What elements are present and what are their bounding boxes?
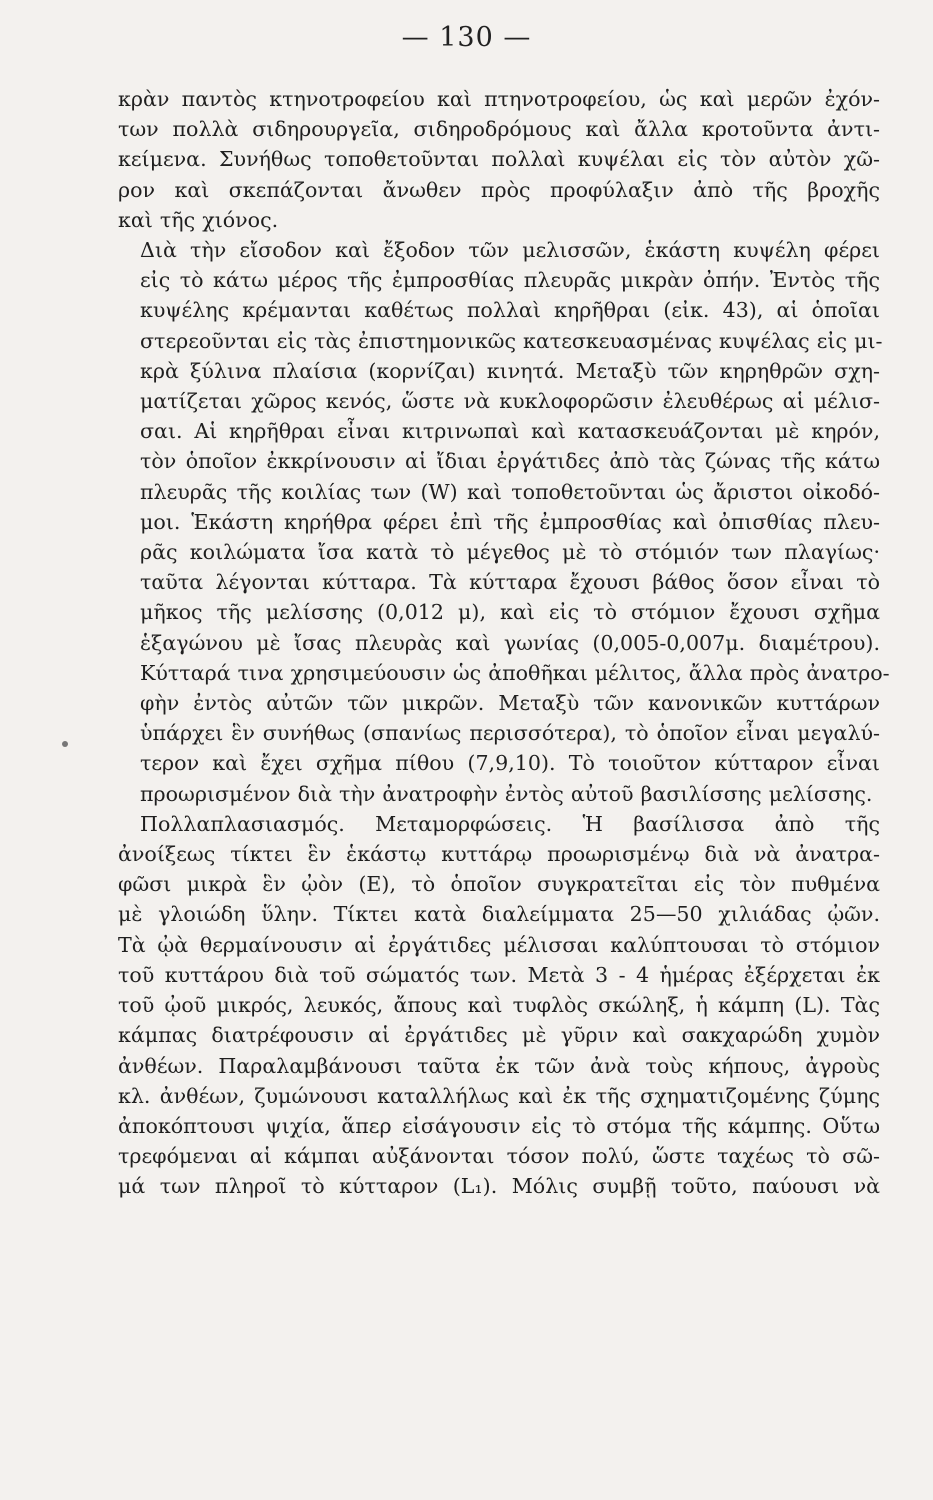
text-line: φὴν ἐντὸς αὐτῶν τῶν μικρῶν. Μεταξὺ τῶν κανονικῶν κυττάρων <box>140 691 880 716</box>
text-line: μῆκος τῆς μελίσσης (0,012 μ), καὶ εἰς τὸ στόμιον ἔχουσι σχῆμα <box>140 600 880 625</box>
text-line: ταῦτα λέγονται κύτταρα. Τὰ κύτταρα ἔχουσι βάθος ὅσον εἶναι τὸ <box>140 570 880 595</box>
text-line: πλευρᾶς τῆς κοιλίας των (W) καὶ τοποθετοῦνται ὡς ἄριστοι οἰκοδό- <box>140 479 880 504</box>
text-line: μὲ γλοιώδη ὕλην. Τίκτει κατὰ διαλείμματα 25—50 χιλιάδας ᾠῶν. <box>118 902 880 927</box>
text-line: κρὰν παντὸς κτηνοτροφείου καὶ πτηνοτροφείου, ὡς καὶ μερῶν ἐχόν- <box>118 87 880 111</box>
text-line: κάμπας διατρέφουσιν αἱ ἐργάτιδες μὲ γῦριν καὶ σακχαρώδη χυμὸν <box>118 1023 880 1048</box>
text-line: τρεφόμεναι αἱ κάμπαι αὐξάνονται τόσον πολύ, ὥστε ταχέως τὸ σῶ- <box>118 1144 880 1169</box>
text-line: των πολλὰ σιδηρουργεῖα, σιδηροδρόμους καὶ ἄλλα κροτοῦντα ἀντι- <box>118 117 880 142</box>
text-line: κυψέλης κρέμανται καθέτως πολλαὶ κηρῆθραι (εἰκ. 43), αἱ ὁποῖαι <box>140 298 880 323</box>
text-line: ματίζεται χῶρος κενός, ὥστε νὰ κυκλοφορῶσιν ἐλευθέρως αἱ μέλισ- <box>140 389 880 414</box>
text-line: ἀποκόπτουσι ψιχία, ἅπερ εἰσάγουσιν εἰς τὸ στόμα τῆς κάμπης. Οὕτω <box>118 1113 880 1138</box>
text-line: ἑξαγώνου μὲ ἴσας πλευρὰς καὶ γωνίας (0,005-0,007μ. διαμέτρου). <box>140 630 880 655</box>
text-line: τερον καὶ ἔχει σχῆμα πίθου (7,9,10). Τὸ τοιοῦτον κύτταρον εἶναι <box>140 751 880 776</box>
text-line: ἀνθέων. Παραλαμβάνουσι ταῦτα ἐκ τῶν ἀνὰ τοὺς κήπους, ἀγροὺς <box>118 1053 880 1078</box>
text-line: τὸν ὁποῖον ἐκκρίνουσιν αἱ ἴδιαι ἐργάτιδες ἀπὸ τὰς ζώνας τῆς κάτω <box>140 449 880 474</box>
text-line: μά των πληροῖ τὸ κύτταρον (L₁). Μόλις συμβῇ τοῦτο, παύουσι νὰ <box>118 1174 880 1199</box>
text-line: καὶ τῆς χιόνος. <box>118 207 279 232</box>
text-line: εἰς τὸ κάτω μέρος τῆς ἐμπροσθίας πλευρᾶς μικρὰν ὀπήν. Ἐντὸς τῆς <box>140 268 880 293</box>
text-line: κείμενα. Συνήθως τοποθετοῦνται πολλαὶ κυψέλαι εἰς τὸν αὐτὸν χῶ- <box>118 147 880 172</box>
body-text <box>118 84 890 1202</box>
text-line: μοι. Ἑκάστη κηρήθρα φέρει ἐπὶ τῆς ἐμπροσθίας καὶ ὀπισθίας πλευ- <box>140 509 880 534</box>
text-line: κλ. ἀνθέων, ζυμώνουσι καταλλήλως καὶ ἐκ τῆς σχηματιζομένης ζύμης <box>118 1083 880 1108</box>
page-number: — 130 — <box>401 22 532 53</box>
text-line: φῶσι μικρὰ ἓν ᾠὸν (E), τὸ ὁποῖον συγκρατεῖται εἰς τὸν πυθμένα <box>118 872 880 897</box>
margin-dot <box>62 741 68 747</box>
text-line: ρᾶς κοιλώματα ἴσα κατὰ τὸ μέγεθος μὲ τὸ στόμιόν των πλαγίως· <box>140 540 880 565</box>
text-line: Τὰ ᾠὰ θερμαίνουσιν αἱ ἐργάτιδες μέλισσαι καλύπτουσαι τὸ στόμιον <box>118 932 880 957</box>
text-line: Πολλαπλασιασμός. Μεταμορφώσεις. Ἡ βασίλισσα ἀπὸ τῆς <box>140 811 880 836</box>
paragraph-3 <box>118 809 880 1202</box>
text-line: ἀνοίξεως τίκτει ἓν ἑκάστῳ κυττάρῳ προωρισμένῳ διὰ νὰ ἀνατρα- <box>118 842 880 867</box>
text-line: Διὰ τὴν εἴσοδον καὶ ἔξοδον τῶν μελισσῶν, ἑκάστη κυψέλη φέρει <box>140 238 880 263</box>
text-line: τοῦ ᾠοῦ μικρός, λευκός, ἄπους καὶ τυφλὸς σκώληξ, ἡ κάμπη (L). Τὰς <box>118 993 880 1018</box>
text-line: προωρισμένον διὰ τὴν ἀνατροφὴν ἐντὸς αὐτοῦ βασιλίσσης μελίσσης. <box>140 781 873 806</box>
text-line: σαι. Αἱ κηρῆθραι εἶναι κιτρινωπαὶ καὶ κατασκευάζονται μὲ κηρόν, <box>140 419 880 444</box>
text-line: ρον καὶ σκεπάζονται ἄνωθεν πρὸς προφύλαξιν ἀπὸ τῆς βροχῆς <box>118 177 880 202</box>
text-line: στερεοῦνται εἰς τὰς ἐπιστημονικῶς κατεσκευασμένας κυψέλας εἰς μι- <box>140 328 883 353</box>
paragraph-1 <box>118 84 880 235</box>
text-line: Κύτταρά τινα χρησιμεύουσιν ὡς ἀποθῆκαι μέλιτος, ἄλλα πρὸς ἀνατρο- <box>140 660 890 685</box>
text-line: κρὰ ξύλινα πλαίσια (κορνίζαι) κινητά. Μεταξὺ τῶν κηρηθρῶν σχη- <box>140 358 880 383</box>
text-line: ὑπάρχει ἓν συνήθως (σπανίως περισσότερα), τὸ ὁποῖον εἶναι μεγαλύ- <box>140 721 880 746</box>
text-line: τοῦ κυττάρου διὰ τοῦ σώματός των. Μετὰ 3 - 4 ἡμέρας ἐξέρχεται ἐκ <box>118 962 880 987</box>
paragraph-2 <box>118 235 890 809</box>
